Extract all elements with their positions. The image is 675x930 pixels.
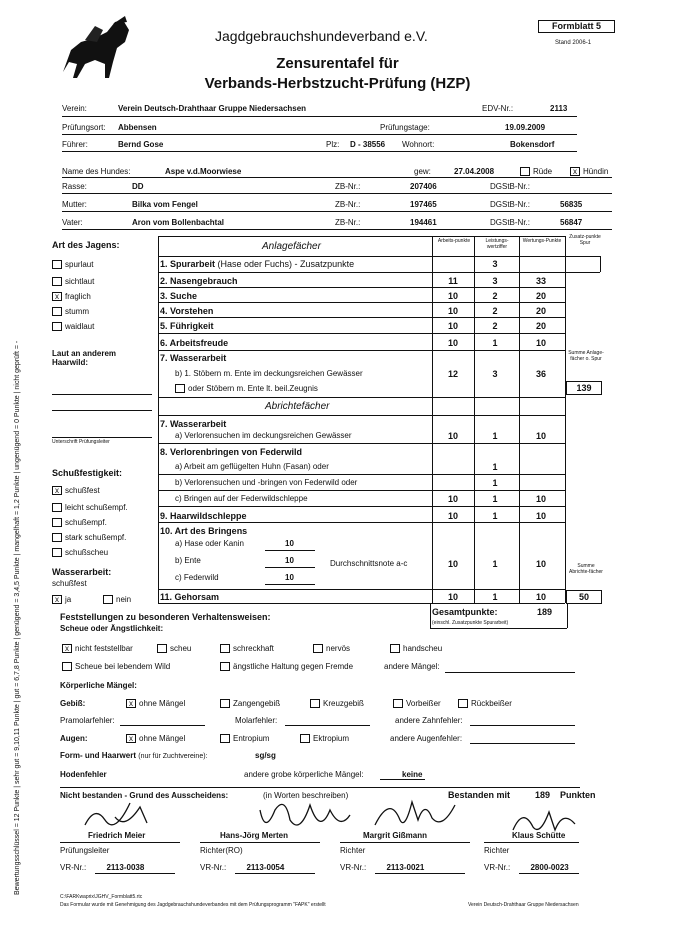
schuss-opt-label: schußempf. [65,518,107,527]
vater-zb-value: 194461 [410,218,437,227]
augen-checkbox[interactable] [300,734,310,743]
gehorsam-a: 10 [447,592,458,602]
behavior-opt-3 [313,644,350,653]
gehorsam-w: 10 [535,592,546,602]
verein-value: Verein Deutsch-Drahthaar Gruppe Niedersachsen [118,104,307,113]
vr-label: VR-Nr.: [340,863,367,872]
org-title: Jagdgebrauchshundeverband e.V. [215,28,428,44]
jagen-opt-3 [52,307,89,316]
row-wasser-anlage: 7. Wasserarbeit [160,353,227,363]
form-version: Stand 2006-1 [555,40,592,46]
andere-label: andere Mängel: [384,662,440,671]
judge-1-name: Hans-Jörg Merten [220,831,289,840]
col-zusatz: Zusatz-punkte Spur [569,234,601,246]
row-bringen: 10. Art des Bringens [160,526,248,536]
vr-label: VR-Nr.: [200,863,227,872]
huendin-option[interactable] [570,167,608,176]
row-nase-w: 33 [535,276,546,286]
tage-label: Prüfungstage: [380,123,430,132]
vater-dgstb-label: DGStB-Nr.: [490,218,531,227]
ort-label: Prüfungsort: [62,123,106,132]
augen-opt-0 [126,734,185,743]
edv-value: 2113 [550,104,568,113]
abr-wasser-l: 1 [492,431,498,441]
molar-label: Molarfehler: [235,716,278,725]
jagen-checkbox[interactable] [52,307,62,316]
gebiss-checkbox[interactable] [220,699,230,708]
behavior-opt-label: handscheu [403,644,443,653]
abricht-header: Abrichtefächer [265,401,330,412]
mutter-dgstb-value: 56835 [560,200,583,209]
augen-opt-label: Entropium [233,734,270,743]
gebiss-opt-0 [126,699,185,708]
vater-dgstb-value: 56847 [560,218,583,227]
jagen-opt-1 [52,277,94,286]
gebiss-opt-4 [458,699,512,708]
wild-checkbox[interactable] [62,662,72,671]
mutter-label: Mutter: [62,200,87,209]
gebiss-opt-2 [310,699,364,708]
behavior-checkbox[interactable] [220,644,230,653]
schuss-opt-label: schußscheu [65,548,109,557]
behavior-checkbox[interactable]: x [62,644,72,653]
schuss-checkbox[interactable] [52,548,62,557]
gesamt-value: 189 [537,607,553,617]
behavior-sub: Scheue oder Ängstlichkeit: [60,624,164,633]
bringen-total-l: 1 [492,559,498,569]
judge-3-name: Klaus Schütte [512,831,566,840]
row-wasser-abricht: 7. Wasserarbeit [160,419,227,429]
punkten-label: Punkten [560,790,596,800]
row-gehorsam: 11. Gehorsam [160,592,220,602]
jagen-opt-2 [52,292,91,301]
abr-wasser-w: 10 [535,431,546,441]
row-suche-w: 20 [535,291,546,301]
ja-checkbox[interactable]: x [52,595,62,604]
row-vorstehen-l: 2 [492,306,498,316]
association-logo [55,12,135,84]
behavior-opt-label: nervös [326,644,351,653]
tage-value: 19.09.2009 [505,123,546,132]
fuehrer-value: Bernd Gose [118,140,164,149]
nein-checkbox[interactable] [103,595,113,604]
row-fuehrigkeit-w: 20 [535,321,546,331]
abr-wasser-sub: a) Verlorensuchen im deckungsreichen Gewässer [175,431,352,440]
row-spurarbeit [160,259,430,269]
hoden-label: Hodenfehler [60,770,107,779]
vater-zb-label: ZB-Nr.: [335,218,361,227]
dog-name-label: Name des Hundes: [62,167,131,176]
judge-1-role: Richter(RO) [200,846,243,855]
augen-checkbox[interactable] [220,734,230,743]
anlage-header: Anlagefächer [262,241,321,252]
angst-checkbox[interactable] [220,662,230,671]
augen-opt-label: ohne Mängel [139,734,186,743]
row-suche: 3. Suche [160,291,198,301]
jagen-opt-4 [52,322,94,331]
schuss-label: Schußfestigkeit: [52,468,123,478]
pramolar-label: Pramolarfehler: [60,716,115,725]
rating-scale-text: Bewertungsschlüssel = 12 Punkte | sehr gut = 9,10,11 Punkte | gut = 6,7,8 Punkte | genügend = 3,4,5 Punkte | mangelhaft = 1,2 Punkte | ungenügend = 0 Punkte | nicht geprüft = - [14,340,21,895]
ruede-option[interactable] [520,167,552,176]
jagen-checkbox[interactable] [52,277,62,286]
verloren-c-w: 10 [535,494,546,504]
judge-2-role: Richter [340,846,366,855]
gebiss-checkbox[interactable] [458,699,468,708]
verloren-c-a: 10 [447,494,458,504]
summe-abricht-label: Summe Abrichte-fächer [569,563,603,575]
vr-value: 2113-0038 [106,863,145,872]
schuss-checkbox[interactable] [52,533,62,542]
haarwild-w: 10 [535,511,546,521]
vr-label: VR-Nr.: [484,863,511,872]
vater-label: Vater: [62,218,83,227]
nein-label: nein [116,595,132,604]
behavior-opt-4 [390,644,442,653]
schuss-opt-3 [52,533,126,542]
verloren-c-l: 1 [492,494,498,504]
haarwild-l: 1 [492,511,498,521]
wasser-left-sub: schußfest [52,579,87,588]
row-vorstehen-w: 20 [535,306,546,316]
summe-abricht: 50 [566,590,602,604]
gebiss-opt-label: Rückbeißer [471,699,512,708]
gebiss-checkbox[interactable] [310,699,320,708]
augen-opt-1 [220,734,269,743]
dog-name: Aspe v.d.Moorwiese [165,167,242,176]
haarwild-left-label: Laut an anderem Haarwild: [52,349,117,367]
judge-3-role: Richter [484,846,510,855]
bringen-total-w: 10 [535,559,546,569]
ruede-checkbox[interactable] [520,167,530,176]
mutter-value: Bilka vom Fengel [132,200,198,209]
wasser-w: 36 [535,369,546,379]
ja-label: ja [65,595,72,604]
footer-org: Verein Deutsch-Drahthaar Gruppe Niedersachsen [468,902,579,908]
row-nase-l: 3 [492,276,498,286]
angst-option [220,662,353,671]
row-spur-l: 3 [492,259,498,269]
gesamt-label: Gesamtpunkte: [432,607,498,617]
row-label: 1. Spurarbeit [160,259,216,269]
jagen-label: Art des Jagens: [52,240,120,250]
signature-meier [75,795,165,835]
gehorsam-l: 1 [492,592,498,602]
gebiss-opt-label: Zangengebiß [233,699,281,708]
row-arbeitsfreude: 6. Arbeitsfreude [160,338,229,348]
behavior-checkbox[interactable] [157,644,167,653]
grobe-value: keine [402,770,423,779]
vr-2 [340,863,424,872]
schuss-opt-label: schußfest [65,486,100,495]
row-arbeitsfreude-l: 1 [492,338,498,348]
row-verloren: 8. Verlorenbringen von Federwild [160,447,303,457]
haarwild-a: 10 [447,511,458,521]
jagen-opt-label: stumm [65,307,89,316]
bringen-a: 10 [285,539,294,548]
judge-0-role: Prüfungsleiter [60,846,110,855]
wasser-b1: b) 1. Stöbern m. Ente im deckungsreichen Gewässer [175,369,363,378]
col-leist: Leistungs-wertziffer [485,238,509,250]
mutter-zb-label: ZB-Nr.: [335,200,361,209]
zahn-label: andere Zahnfehler: [395,716,463,725]
plz-label: Plz: [326,140,340,149]
behavior-opt-0 [62,644,133,653]
title-line-1: Zensurentafel für [276,55,399,72]
vr-value: 2113-0021 [386,863,425,872]
judge-2-name: Margrit Gißmann [363,831,428,840]
row-fuehrigkeit-l: 2 [492,321,498,331]
row-fuehrigkeit: 5. Führigkeit [160,321,214,331]
gebiss-opt-label: ohne Mängel [139,699,186,708]
schuss-opt-label: leicht schußempf. [65,503,128,512]
bestanden-value: 189 [535,790,551,800]
rasse-value: DD [132,182,144,191]
gebiss-checkbox[interactable] [393,699,403,708]
vr-0 [60,863,144,872]
in-worten-label: (in Worten beschreiben) [263,791,349,800]
nicht-bestanden-label: Nicht bestanden - Grund des Ausscheidens: [60,791,229,800]
huendin-checkbox[interactable]: x [570,167,580,176]
form-label [60,751,208,760]
row-extra: (Hase oder Fuchs) - Zusatzpunkte [217,259,355,269]
augen-label: Augen: [60,734,88,743]
vr-value: 2113-0054 [246,863,285,872]
vr-3 [484,863,569,872]
jagen-opt-label: sichtlaut [65,277,95,286]
vater-value: Aron vom Bollenbachtal [132,218,225,227]
mutter-dgstb-label: DGStB-Nr.: [490,200,531,209]
col-wertung: Wertungs-Punkte [522,238,562,244]
wasser-a: 12 [447,369,458,379]
schuss-opt-0 [52,486,100,495]
ort-value: Abbensen [118,123,157,132]
vr-1 [200,863,284,872]
schuss-checkbox[interactable] [52,503,62,512]
jagen-opt-label: fraglich [65,292,91,301]
rasse-label: Rasse: [62,182,87,191]
schuss-checkbox[interactable] [52,518,62,527]
row-arbeitsfreude-a: 10 [447,338,458,348]
schuss-opt-2 [52,518,107,527]
bestanden-label: Bestanden mit [448,790,511,800]
row-suche-l: 2 [492,291,498,301]
huendin-label: Hündin [583,167,609,176]
gesamt-note: (einschl. Zusatzpunkte Spurarbeit) [432,620,509,626]
edv-label: EDV-Nr.: [482,104,514,113]
zb-label: ZB-Nr.: [335,182,361,191]
wasser-b2-label: oder Stöbern m. Ente lt. beil.Zeugnis [188,384,318,393]
summe-anlage: 139 [566,381,602,395]
jagen-checkbox[interactable] [52,322,62,331]
file-path: C:\FARKwaprix\JGHV_Formblatt5.rtc [60,894,143,900]
jagen-opt-label: spurlaut [65,260,94,269]
angst-label: ängstliche Haltung gegen Fremde [233,662,354,671]
row-vorstehen-a: 10 [447,306,458,316]
durchschnitt-label: Durchschnittsnote a-c [330,559,408,568]
wild-option [62,662,170,671]
unterschrift-label: Unterschrift Prüfungsleiter [52,439,110,445]
jagen-checkbox[interactable]: x [52,292,62,301]
behavior-title: Feststellungen zu besonderen Verhaltensweisen: [60,612,271,622]
augen-checkbox[interactable]: x [126,734,136,743]
nein-option [103,595,131,604]
title-line-2: Verbands-Herbstzucht-Prüfung (HZP) [204,75,471,92]
jagen-opt-0 [52,260,93,269]
verloren-c: c) Bringen auf der Federwildschleppe [175,494,308,503]
wasser-left-label: Wasserarbeit: [52,567,112,577]
grobe-label: andere grobe körperliche Mängel: [244,770,364,779]
behavior-opt-label: schreckhaft [233,644,274,653]
gebiss-checkbox[interactable]: x [126,699,136,708]
verloren-a-l: 1 [492,462,498,472]
row-suche-a: 10 [447,291,458,301]
augen-opt-label: Ektropium [313,734,350,743]
behavior-checkbox[interactable] [390,644,400,653]
row-vorstehen: 4. Vorstehen [160,306,214,316]
jagen-checkbox[interactable] [52,260,62,269]
footer-note: Das Formular wurde mit Genehmigung des Jagdgebrauchshundeverbandes mit dem Prüfungsprogramm "FAPK" erstellt [60,902,326,908]
verloren-b-l: 1 [492,478,498,488]
verloren-b: b) Verlorensuchen und -bringen von Federwild oder [175,478,358,487]
ja-option [52,595,71,604]
form-label: Formblatt 5 [538,20,615,33]
row-arbeitsfreude-w: 10 [535,338,546,348]
verloren-a: a) Arbeit am geflügelten Huhn (Fasan) oder [175,462,329,471]
bringen-c: 10 [285,573,294,582]
schuss-opt-1 [52,503,128,512]
bringen-b: 10 [285,556,294,565]
abr-wasser-a: 10 [447,431,458,441]
behavior-checkbox[interactable] [313,644,323,653]
bringen-c-label: c) Federwild [175,573,219,582]
wasser-b2-checkbox[interactable] [175,384,185,393]
schuss-opt-4 [52,548,108,557]
behavior-opt-2 [220,644,274,653]
augen-andere-label: andere Augenfehler: [390,734,463,743]
vr-label: VR-Nr.: [60,863,87,872]
behavior-opt-label: scheu [170,644,192,653]
gebiss-label: Gebiß: [60,699,86,708]
augen-opt-2 [300,734,349,743]
wohnort-value: Bokensdorf [510,140,555,149]
wasser-b2 [175,384,318,393]
verein-label: Verein: [62,104,87,113]
bringen-total-a: 10 [447,559,458,569]
judge-0-name: Friedrich Meier [88,831,146,840]
mutter-zb-value: 197465 [410,200,437,209]
defects-title: Körperliche Mängel: [60,681,137,690]
form-note: (nur für Zuchtvereine): [138,753,208,760]
jagen-opt-label: waidlaut [65,322,95,331]
gebiss-opt-3 [393,699,441,708]
row-haarwild: 9. Haarwildschleppe [160,511,247,521]
bringen-a-label: a) Hase oder Kanin [175,539,244,548]
ruede-label: Rüde [533,167,553,176]
schuss-checkbox[interactable]: x [52,486,62,495]
form-value: sg/sg [255,751,276,760]
form-label-text: Form- und Haarwert [60,751,137,760]
wohnort-label: Wohnort: [402,140,435,149]
zb-value: 207406 [410,182,437,191]
col-arbeit: Arbeits-punkte [437,238,471,244]
bringen-b-label: b) Ente [175,556,201,565]
gebiss-opt-label: Vorbeißer [406,699,441,708]
fuehrer-label: Führer: [62,140,88,149]
plz-value: D - 38556 [350,140,386,149]
summe-anlage-label: Summe Anlage-fächer o. Spur [568,350,604,362]
row-fuehrigkeit-a: 10 [447,321,458,331]
behavior-opt-label: nicht feststellbar [75,644,133,653]
gew-label: gew: [414,167,431,176]
wasser-l: 3 [492,369,498,379]
vr-value: 2800-0023 [530,863,569,872]
wild-label: Scheue bei lebendem Wild [75,662,171,671]
dgstb-label: DGStB-Nr.: [490,182,531,191]
schuss-opt-label: stark schußempf. [65,533,127,542]
gebiss-opt-label: Kreuzgebiß [323,699,364,708]
gew-value: 27.04.2008 [454,167,495,176]
row-nase-a: 11 [448,276,458,286]
behavior-opt-1 [157,644,191,653]
gebiss-opt-1 [220,699,280,708]
row-nase: 2. Nasengebrauch [160,276,238,286]
